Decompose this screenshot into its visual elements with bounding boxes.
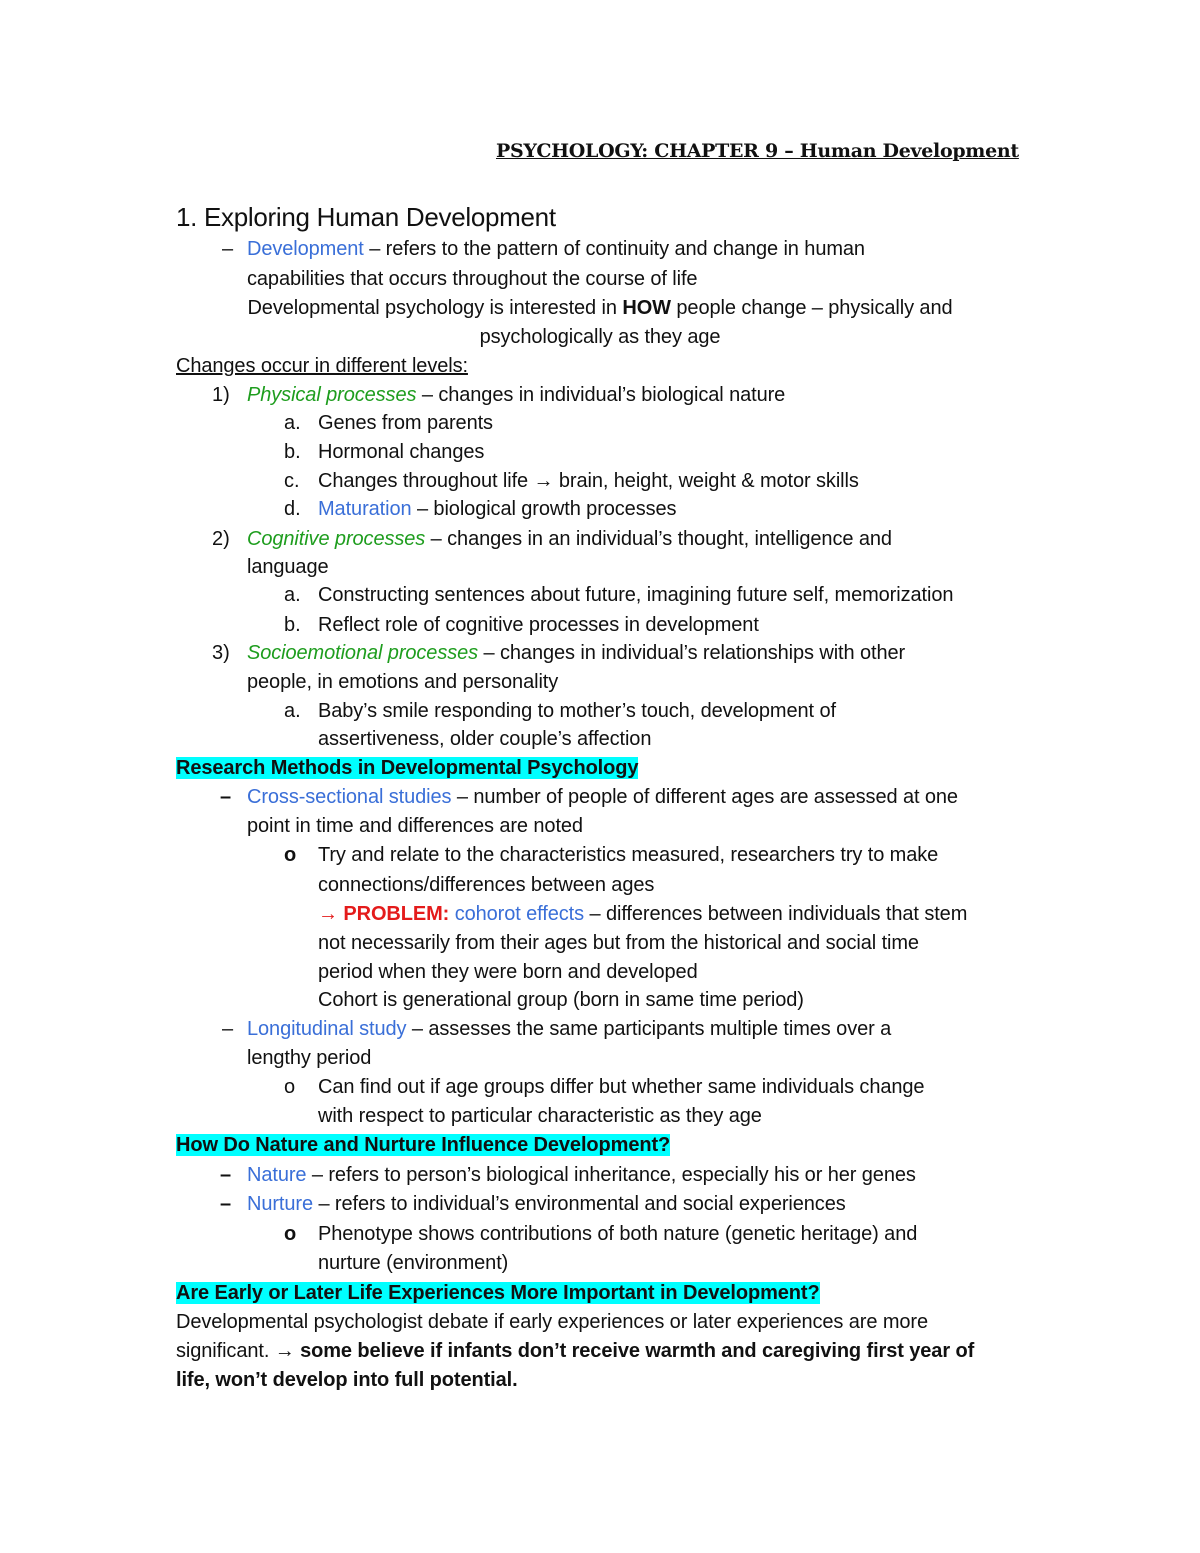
dash-bullet: –: [220, 1164, 232, 1186]
cohort-problem-cont: period when they were born and developed: [318, 961, 698, 983]
arrow-icon: →: [274, 1340, 295, 1362]
sub-item: Baby’s smile responding to mother’s touch, development of: [318, 700, 836, 722]
development-definition: Development – refers to the pattern of continuity and change in human: [247, 238, 865, 260]
term-cross-sectional: Cross-sectional studies: [247, 786, 452, 808]
devpsych-statement-cont: psychologically as they age: [479, 326, 721, 348]
cross-sectional-definition-cont: point in time and differences are noted: [247, 815, 583, 837]
sub-item-cont: nurture (environment): [318, 1252, 509, 1274]
sub-item-cont: with respect to particular characteristic as they age: [318, 1105, 762, 1127]
longitudinal-definition-cont: lengthy period: [247, 1047, 372, 1069]
early-paragraph-line: significant. → some believe if infants don’t receive warmth and caregiving first year of: [176, 1340, 975, 1362]
list-number: 2): [212, 528, 230, 550]
term-cognitive-processes: Cognitive processes: [247, 528, 426, 550]
term-physical-processes: Physical processes: [247, 384, 417, 406]
list-letter: a.: [284, 412, 301, 434]
cross-sectional-definition: Cross-sectional studies – number of people of different ages are assessed at one: [247, 786, 958, 808]
circle-bullet: o: [284, 844, 297, 866]
arrow-icon: →: [533, 470, 554, 492]
list-letter: b.: [284, 441, 301, 463]
nature-definition: Nature – refers to person’s biological inheritance, especially his or her genes: [247, 1164, 916, 1186]
list-number: 1): [212, 384, 230, 406]
list-item-cognitive-cont: language: [247, 556, 329, 578]
early-paragraph-line: life, won’t develop into full potential.: [176, 1369, 518, 1391]
circle-bullet: o: [284, 1223, 297, 1245]
devpsych-statement: Developmental psychology is interested in HOW people change – physically and: [247, 297, 953, 319]
sub-item: Maturation – biological growth processes: [318, 498, 677, 520]
sub-item: Phenotype shows contributions of both nature (genetic heritage) and: [318, 1223, 918, 1245]
nurture-definition: Nurture – refers to individual’s environmental and social experiences: [247, 1193, 846, 1215]
section-heading-research: Research Methods in Developmental Psychology: [176, 757, 639, 779]
list-item-physical: Physical processes – changes in individual’s biological nature: [247, 384, 786, 406]
term-socioemotional-processes: Socioemotional processes: [247, 642, 479, 664]
sub-item: Hormonal changes: [318, 441, 485, 463]
cohort-problem: → PROBLEM: cohorot effects – differences between individuals that stem: [318, 903, 968, 925]
dash-bullet: –: [220, 1193, 232, 1215]
term-cohort-effects: cohorot effects: [454, 903, 585, 925]
term-nature: Nature: [247, 1164, 307, 1186]
list-letter: c.: [284, 470, 300, 492]
dash-bullet: –: [220, 786, 232, 808]
dash-bullet: –: [222, 238, 234, 260]
longitudinal-definition: Longitudinal study – assesses the same participants multiple times over a: [247, 1018, 892, 1040]
list-letter: b.: [284, 614, 301, 636]
term-development: Development: [247, 238, 364, 260]
sub-item: Changes throughout life → brain, height, weight & motor skills: [318, 470, 859, 492]
page-title: PSYCHOLOGY: CHAPTER 9 – Human Development: [496, 140, 1019, 162]
sub-item-cont: connections/differences between ages: [318, 874, 655, 896]
list-number: 3): [212, 642, 230, 664]
development-definition-cont: capabilities that occurs throughout the course of life: [247, 268, 698, 290]
arrow-icon: →: [318, 903, 338, 925]
sub-item-cont: assertiveness, older couple’s affection: [318, 728, 652, 750]
changes-heading: Changes occur in different levels:: [176, 355, 468, 377]
list-item-cognitive: Cognitive processes – changes in an individual’s thought, intelligence and: [247, 528, 892, 550]
early-paragraph-line: Developmental psychologist debate if early experiences or later experiences are more: [176, 1311, 929, 1333]
list-letter: a.: [284, 584, 301, 606]
sub-item: Reflect role of cognitive processes in development: [318, 614, 759, 636]
circle-bullet: o: [284, 1076, 296, 1098]
list-item-socioemotional-cont: people, in emotions and personality: [247, 671, 559, 693]
list-letter: a.: [284, 700, 301, 722]
section-heading-exploring: 1. Exploring Human Development: [176, 202, 556, 232]
cohort-problem-cont: not necessarily from their ages but from the historical and social time: [318, 932, 919, 954]
cohort-note: Cohort is generational group (born in same time period): [318, 989, 804, 1011]
dash-bullet: –: [222, 1018, 234, 1040]
term-nurture: Nurture: [247, 1193, 313, 1215]
sub-item: Can find out if age groups differ but whether same individuals change: [318, 1076, 925, 1098]
term-longitudinal: Longitudinal study: [247, 1018, 407, 1040]
sub-item: Try and relate to the characteristics measured, researchers try to make: [318, 844, 939, 866]
list-letter: d.: [284, 498, 301, 520]
sub-item: Constructing sentences about future, imagining future self, memorization: [318, 584, 954, 606]
sub-item: Genes from parents: [318, 412, 493, 434]
list-item-socioemotional: Socioemotional processes – changes in individual’s relationships with other: [247, 642, 906, 664]
section-heading-early-later: Are Early or Later Life Experiences More Important in Development?: [176, 1282, 820, 1304]
section-heading-nature-nurture: How Do Nature and Nurture Influence Development?: [176, 1134, 671, 1156]
term-maturation: Maturation: [318, 498, 412, 520]
